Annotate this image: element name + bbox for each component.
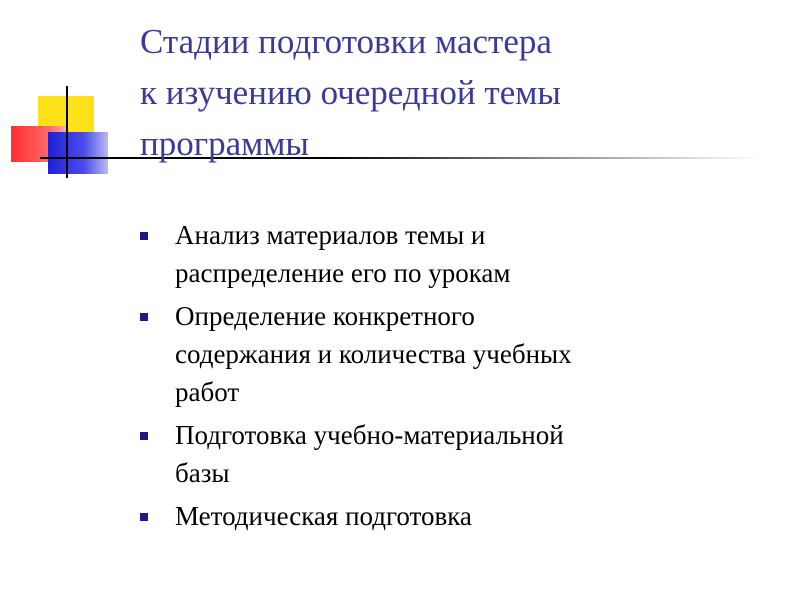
bullet-line: содержания и количества учебных — [175, 339, 572, 369]
slide-title — [140, 16, 760, 169]
bullet-line: Анализ материалов темы и — [175, 220, 486, 250]
bullet-line: базы — [175, 458, 230, 488]
square-bullet-icon — [140, 432, 148, 440]
square-bullet-icon — [140, 513, 148, 521]
bullet-text — [175, 497, 760, 535]
bullet-text — [175, 416, 760, 492]
bullet-text — [175, 216, 760, 292]
title-line: программы — [140, 124, 309, 163]
vertical-rule — [66, 86, 68, 178]
bullet-item — [140, 216, 760, 292]
bullet-item — [140, 497, 760, 535]
bullet-text — [175, 297, 760, 411]
bullet-item — [140, 297, 760, 411]
bullet-line: Подготовка учебно-материальной — [175, 420, 564, 450]
bullet-line: распределение его по урокам — [175, 258, 511, 288]
title-line: Стадии подготовки мастера — [140, 22, 552, 61]
bullet-list — [140, 216, 760, 540]
square-bullet-icon — [140, 313, 148, 321]
bullet-line: работ — [175, 377, 240, 407]
bullet-item — [140, 416, 760, 492]
title-line: к изучению очередной темы — [140, 73, 561, 112]
blue-square — [48, 132, 108, 174]
bullet-line: Определение конкретного — [175, 301, 475, 331]
bullet-line: Методическая подготовка — [175, 501, 472, 531]
decorative-squares-logo — [0, 0, 140, 190]
square-bullet-icon — [140, 232, 148, 240]
